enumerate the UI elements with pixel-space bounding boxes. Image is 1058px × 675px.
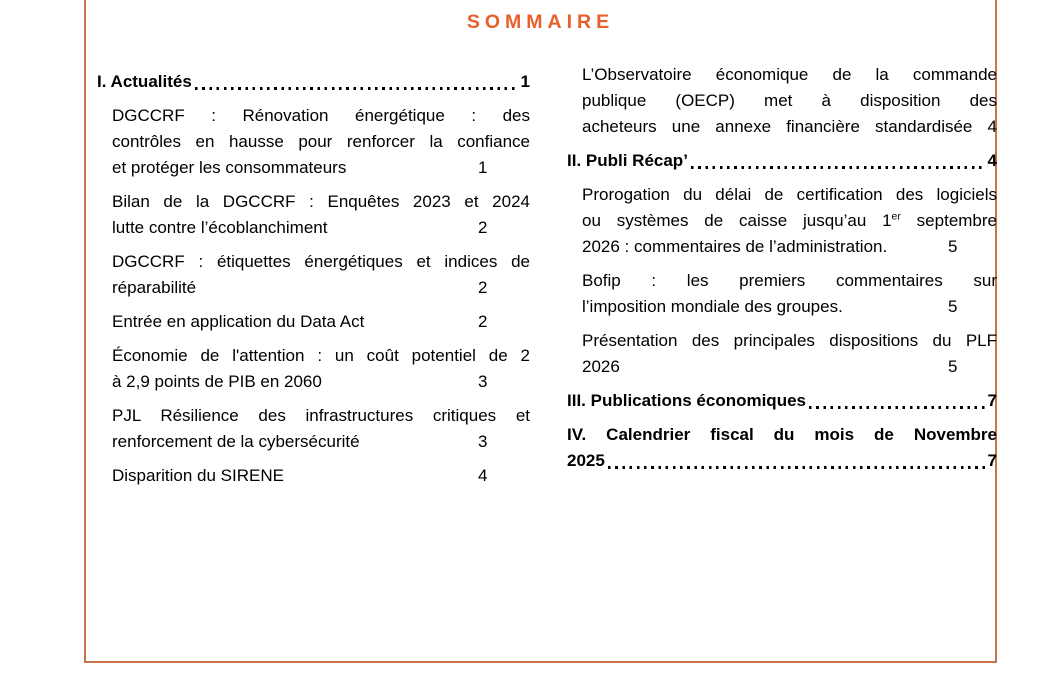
entry-line	[112, 429, 530, 455]
dot-leader	[809, 406, 985, 409]
section-page-number: 4	[987, 151, 997, 170]
toc-section-heading	[97, 69, 530, 95]
entry-page-number: 1	[478, 158, 488, 177]
entry-line	[582, 294, 997, 320]
entry-text: l’imposition mondiale des groupes.	[582, 297, 843, 316]
entry-text: lutte contre l’écoblanchiment	[112, 218, 328, 237]
section-label: III. Publications économiques	[567, 391, 806, 410]
toc-section-heading	[567, 388, 997, 414]
entry-line: PJL Résilience des infrastructures critiques et	[112, 406, 530, 425]
entry-line	[582, 354, 997, 380]
toc-entry	[97, 403, 530, 455]
entry-text: 2026	[582, 357, 620, 376]
section-label-line	[567, 448, 997, 474]
section-page-number: 7	[987, 451, 997, 470]
entry-line: DGCCRF : étiquettes énergétiques et indices de	[112, 252, 530, 271]
entry-page-number: 5	[948, 297, 958, 316]
toc-left-column	[97, 69, 530, 497]
entry-text: renforcement de la cybersécurité	[112, 432, 360, 451]
entry-text: Entrée en application du Data Act	[112, 312, 365, 331]
section-label: I. Actualités	[97, 72, 192, 91]
section-label: 2025	[567, 451, 605, 470]
entry-text: Disparition du SIRENE	[112, 466, 284, 485]
entry-text: septembre	[900, 211, 997, 230]
entry-page-number: 4	[478, 466, 488, 485]
entry-line	[582, 234, 997, 260]
entry-text: 2026 : commentaires de l’administration.	[582, 237, 888, 256]
entry-line	[112, 155, 530, 181]
entry-line	[112, 309, 530, 335]
entry-line	[112, 215, 530, 241]
entry-page-number: 5	[948, 357, 958, 376]
entry-line: Économie de l'attention : un coût potentiel de 2	[112, 346, 530, 365]
entry-line: Présentation des principales dispositions du PLF	[582, 331, 997, 350]
toc-entry	[567, 268, 997, 320]
section-page-number: 1	[520, 72, 530, 91]
entry-page-number: 4	[987, 117, 997, 136]
entry-line: publique (OECP) met à disposition des	[582, 91, 997, 110]
entry-text: à 2,9 points de PIB en 2060	[112, 372, 322, 391]
toc-entry	[97, 249, 530, 301]
entry-page-number: 3	[478, 372, 488, 391]
entry-line	[112, 275, 530, 301]
entry-page-number: 2	[478, 218, 488, 237]
toc-section-heading	[567, 422, 997, 474]
dot-leader	[195, 87, 518, 90]
superscript-er: er	[891, 210, 901, 223]
section-page-number: 7	[987, 391, 997, 410]
section-label: II. Publi Récap’	[567, 151, 688, 170]
entry-line: L’Observatoire économique de la commande	[582, 65, 997, 84]
entry-text: acheteurs une annexe financière standardisée	[582, 117, 973, 136]
dot-leader	[691, 166, 985, 169]
toc-entry	[97, 309, 530, 335]
sommaire-title: SOMMAIRE	[466, 11, 615, 33]
entry-line	[582, 208, 997, 234]
entry-text: ou systèmes de caisse jusqu’au 1	[582, 211, 892, 230]
toc-entry	[97, 463, 530, 489]
entry-line: Prorogation du délai de certification des logiciels	[582, 185, 997, 204]
toc-entry	[97, 103, 530, 181]
entry-page-number: 2	[478, 278, 488, 297]
entry-line: Bilan de la DGCCRF : Enquêtes 2023 et 2024	[112, 192, 530, 211]
toc-entry	[567, 62, 997, 140]
entry-line	[112, 369, 530, 395]
dot-leader	[608, 466, 985, 469]
entry-line: DGCCRF : Rénovation énergétique : des	[112, 106, 530, 125]
entry-line	[582, 114, 997, 140]
toc-entry	[567, 182, 997, 260]
toc-entry	[567, 328, 997, 380]
entry-line: Bofip : les premiers commentaires sur	[582, 271, 997, 290]
toc-entry	[97, 343, 530, 395]
section-label-line: IV. Calendrier fiscal du mois de Novembre	[567, 425, 997, 444]
toc-entry	[97, 189, 530, 241]
toc-section-heading	[567, 148, 997, 174]
entry-text: et protéger les consommateurs	[112, 158, 347, 177]
entry-line: contrôles en hausse pour renforcer la confiance	[112, 132, 530, 151]
entry-line	[112, 463, 530, 489]
toc-right-column	[567, 62, 997, 482]
entry-page-number: 3	[478, 432, 488, 451]
entry-page-number: 5	[948, 237, 958, 256]
entry-page-number: 2	[478, 312, 488, 331]
entry-text: réparabilité	[112, 278, 197, 297]
